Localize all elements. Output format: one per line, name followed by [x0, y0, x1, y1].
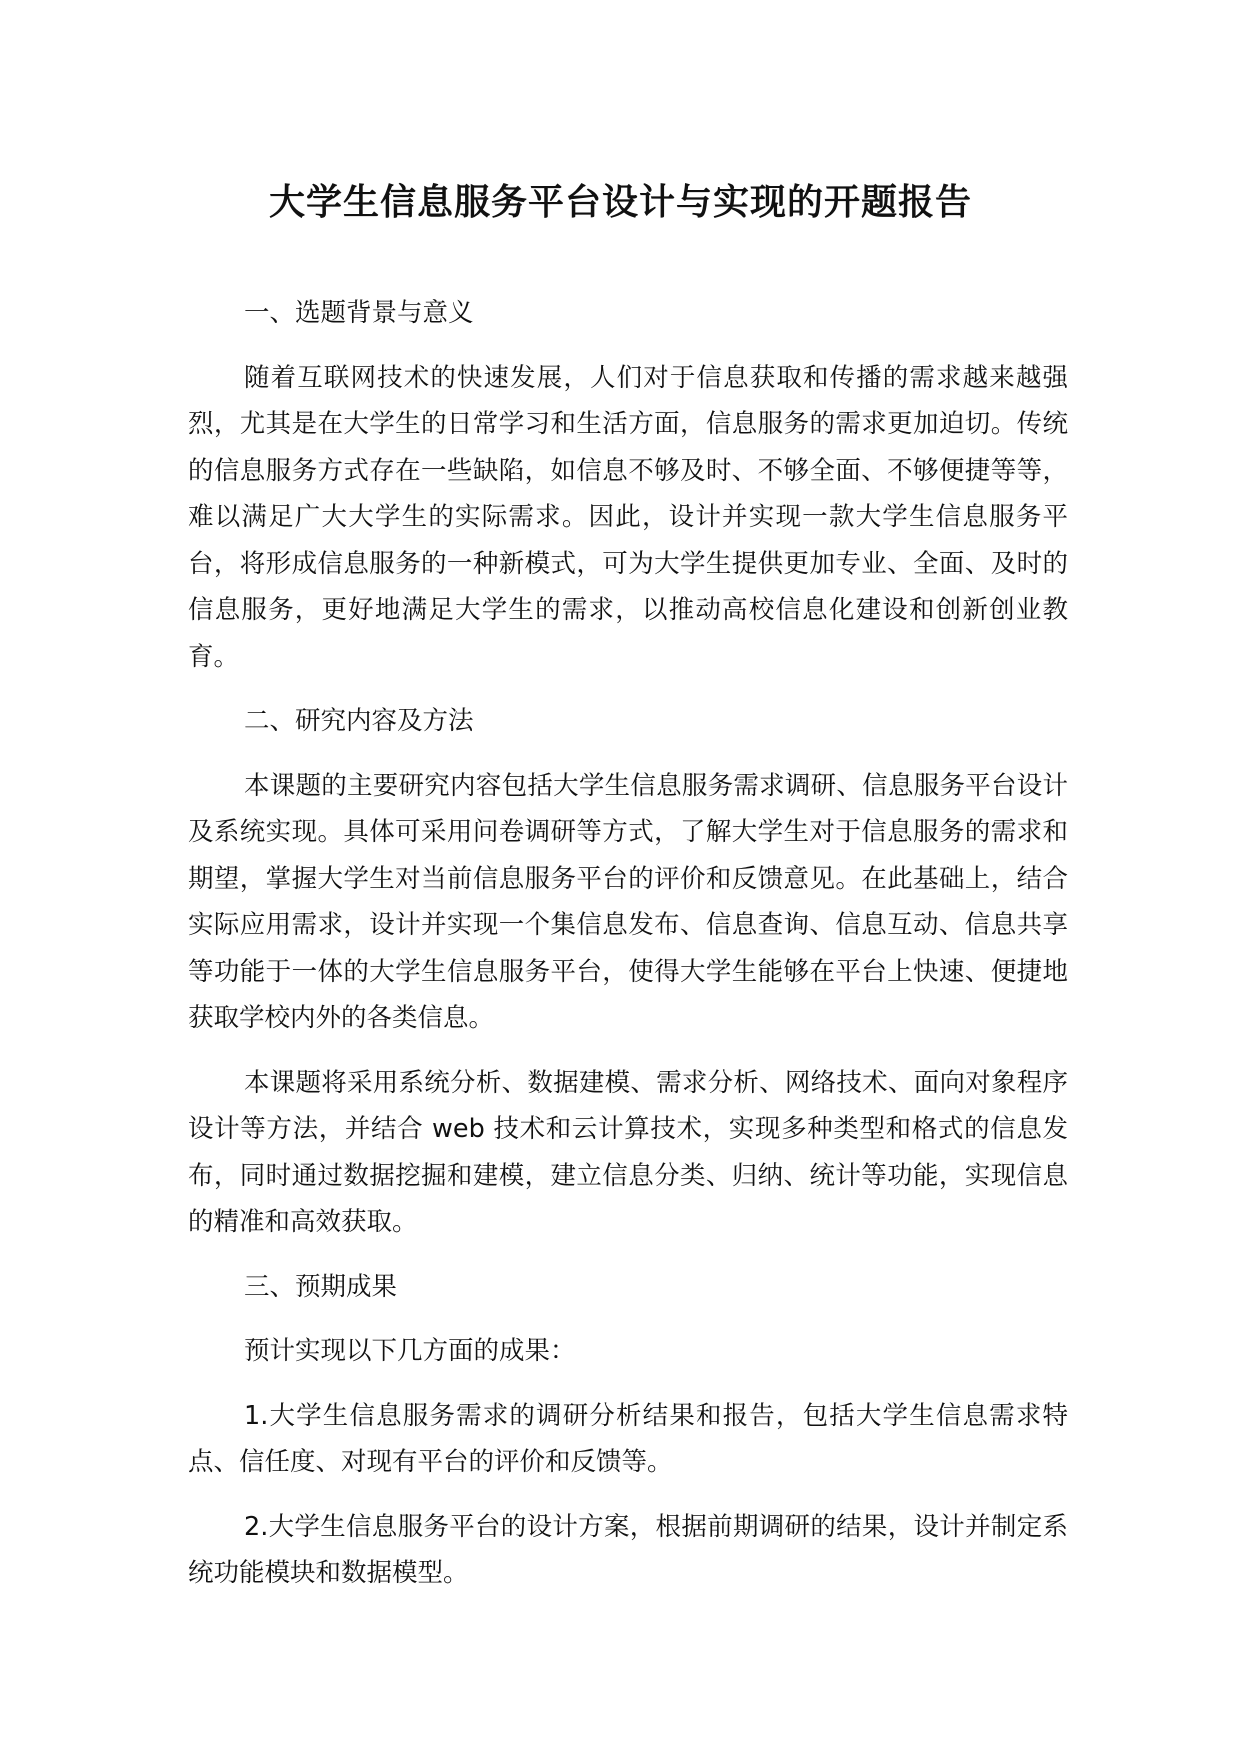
paragraph: 随着互联网技术的快速发展，人们对于信息获取和传播的需求越来越强烈，尤其是在大学生的日常学习和生活方面，信息服务的需求更加迫切。传统的信息服务方式存在一些缺陷，如信息不够及时、不够全面、不够便捷等等，难以满足广大大学生的实际需求。因此，设计并实现一款大学生信息服务平台，将形成信息服务的一种新模式，可为大学生提供更加专业、全面、及时的信息服务，更好地满足大学生的需求，以推动高校信息化建设和创新创业教育。 — [188, 362, 1068, 672]
paragraph: 本课题的主要研究内容包括大学生信息服务需求调研、信息服务平台设计及系统实现。具体可采用问卷调研等方式，了解大学生对于信息服务的需求和期望，掌握大学生对当前信息服务平台的评价和反馈意见。在此基础上，结合实际应用需求，设计并实现一个集信息发布、信息查询、信息互动、信息共享等功能于一体的大学生信息服务平台，使得大学生能够在平台上快速、便捷地获取学校内外的各类信息。 — [188, 770, 1068, 1033]
section-heading: 一、选题背景与意义 — [244, 298, 474, 328]
paragraph: 本课题将采用系统分析、数据建模、需求分析、网络技术、面向对象程序设计等方法，并结合 web 技术和云计算技术，实现多种类型和格式的信息发布，同时通过数据挖掘和建模，建立信息分类、归纳、统计等功能，实现信息的精准和高效获取。 — [188, 1067, 1068, 1237]
section-heading: 二、研究内容及方法 — [244, 706, 474, 736]
document-body — [188, 290, 1068, 1615]
list-item: 1.大学生信息服务需求的调研分析结果和报告，包括大学生信息需求特点、信任度、对现有平台的评价和反馈等。 — [188, 1400, 1068, 1477]
list-item: 2.大学生信息服务平台的设计方案，根据前期调研的结果，设计并制定系统功能模块和数据模型。 — [188, 1511, 1068, 1588]
section-heading: 三、预期成果 — [244, 1271, 398, 1302]
document-title: 大学生信息服务平台设计与实现的开题报告 — [268, 182, 972, 223]
paragraph: 预计实现以下几方面的成果： — [244, 1336, 576, 1366]
